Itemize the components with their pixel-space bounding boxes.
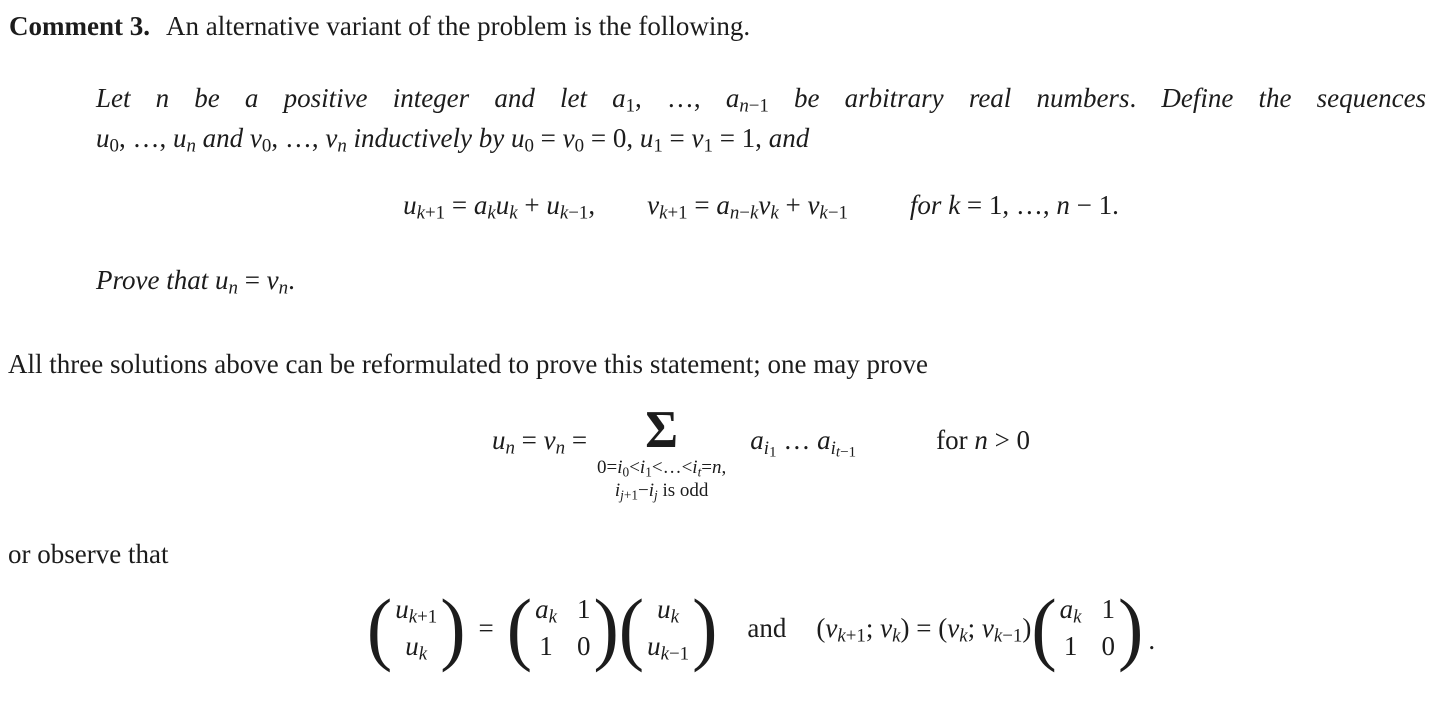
big-left-paren: ( (506, 582, 533, 674)
matrix-entry-r2c1: 1 (1063, 631, 1078, 661)
big-right-paren: ) (692, 582, 718, 674)
matrix-entry-r2c2: 0 (576, 631, 591, 661)
vector-entry-bottom: $u_k$ (405, 631, 428, 665)
u-vector-lhs-entries (392, 591, 440, 665)
v-row-vector-equation: ($v_{k+1}$; $v_k) = (v_k$; $v_{k-1}$) (816, 612, 1032, 647)
big-left-paren: ( (618, 582, 645, 674)
recurrence-range: for k = 1, …, n − 1. (909, 190, 1119, 220)
u-vector-rhs-entries (644, 591, 692, 665)
coefficient-matrix-2-entries (1057, 591, 1118, 665)
coefficient-matrix-entries (532, 591, 593, 665)
closing-paragraph: or observe that (8, 539, 169, 569)
problem-statement-block (96, 78, 1426, 300)
prove-sentence: Prove that $u_n = v_n$. (96, 265, 295, 299)
u-vector-rhs (618, 582, 718, 674)
matrix-display-equation (96, 582, 1426, 674)
middle-paragraph: All three solutions above can be reformulated to prove this statement; one may prove (8, 349, 928, 379)
comment-label: Comment 3. (9, 11, 150, 41)
recurrence-u-equation: $u_{k+1} = a_ku_k + u_{k-1}$, (403, 190, 596, 224)
sum-summand: $a_{i_1}$ … $a_{i_{t-1}}$ (750, 425, 857, 461)
comment-paragraph (9, 8, 1428, 44)
statement-line-2: $u_0$, …, $u_n$ and $v_0$, …, $v_n$ inductively by $u_0 = v_0 = 0$, $u_1 = v_1 = 1$, and (96, 123, 810, 157)
sum-condition-line-1: $0=i_0<i_1<\dots<i_t=n$, (597, 457, 727, 480)
u-vector-lhs (366, 582, 466, 674)
matrix-entry-r2c2: 0 (1101, 631, 1116, 661)
matrix-entry-r2c1: 1 (539, 631, 553, 661)
vector-entry-top: $u_k$ (657, 594, 680, 628)
recurrence-display-equation (96, 182, 1426, 228)
and-connector: and (747, 612, 787, 643)
coefficient-matrix (506, 582, 619, 674)
vector-entry-top: $u_{k+1}$ (395, 594, 438, 628)
big-right-paren: ) (440, 582, 466, 674)
summation-block (597, 399, 727, 503)
big-right-paren: ) (1118, 582, 1144, 674)
sum-condition-line-2: $i_{j+1}-i_j$ is odd (614, 480, 709, 503)
sum-left-hand-side: $u_n = v_n$ = (491, 425, 588, 459)
matrix-entry-r1c2: 1 (1101, 594, 1116, 624)
sum-display-equation (96, 399, 1426, 503)
recurrence-v-equation: $v_{k+1} = a_{n-k}v_k + v_{k-1}$ (647, 190, 848, 224)
equals-sign: = (478, 612, 494, 643)
big-left-paren: ( (366, 582, 393, 674)
final-period: . (1148, 624, 1156, 655)
sigma-icon: Σ (645, 399, 678, 459)
vector-entry-bottom: $u_{k-1}$ (647, 631, 690, 665)
big-left-paren: ( (1031, 582, 1057, 674)
comment-intro-text: An alternative variant of the problem is the following. (165, 11, 751, 41)
matrix-entry-r1c1: $a_k$ (535, 594, 557, 628)
sum-qualifier: for n > 0 (936, 425, 1031, 455)
matrix-entry-r1c1: $a_k$ (1059, 594, 1082, 628)
statement-line-1: Let n be a positive integer and let $a_1$, …, $a_{n-1}$ be arbitrary real numbers. Define the sequences (96, 83, 1427, 117)
big-right-paren: ) (593, 582, 619, 674)
coefficient-matrix-2 (1031, 582, 1144, 674)
matrix-entry-r1c2: 1 (576, 594, 591, 624)
